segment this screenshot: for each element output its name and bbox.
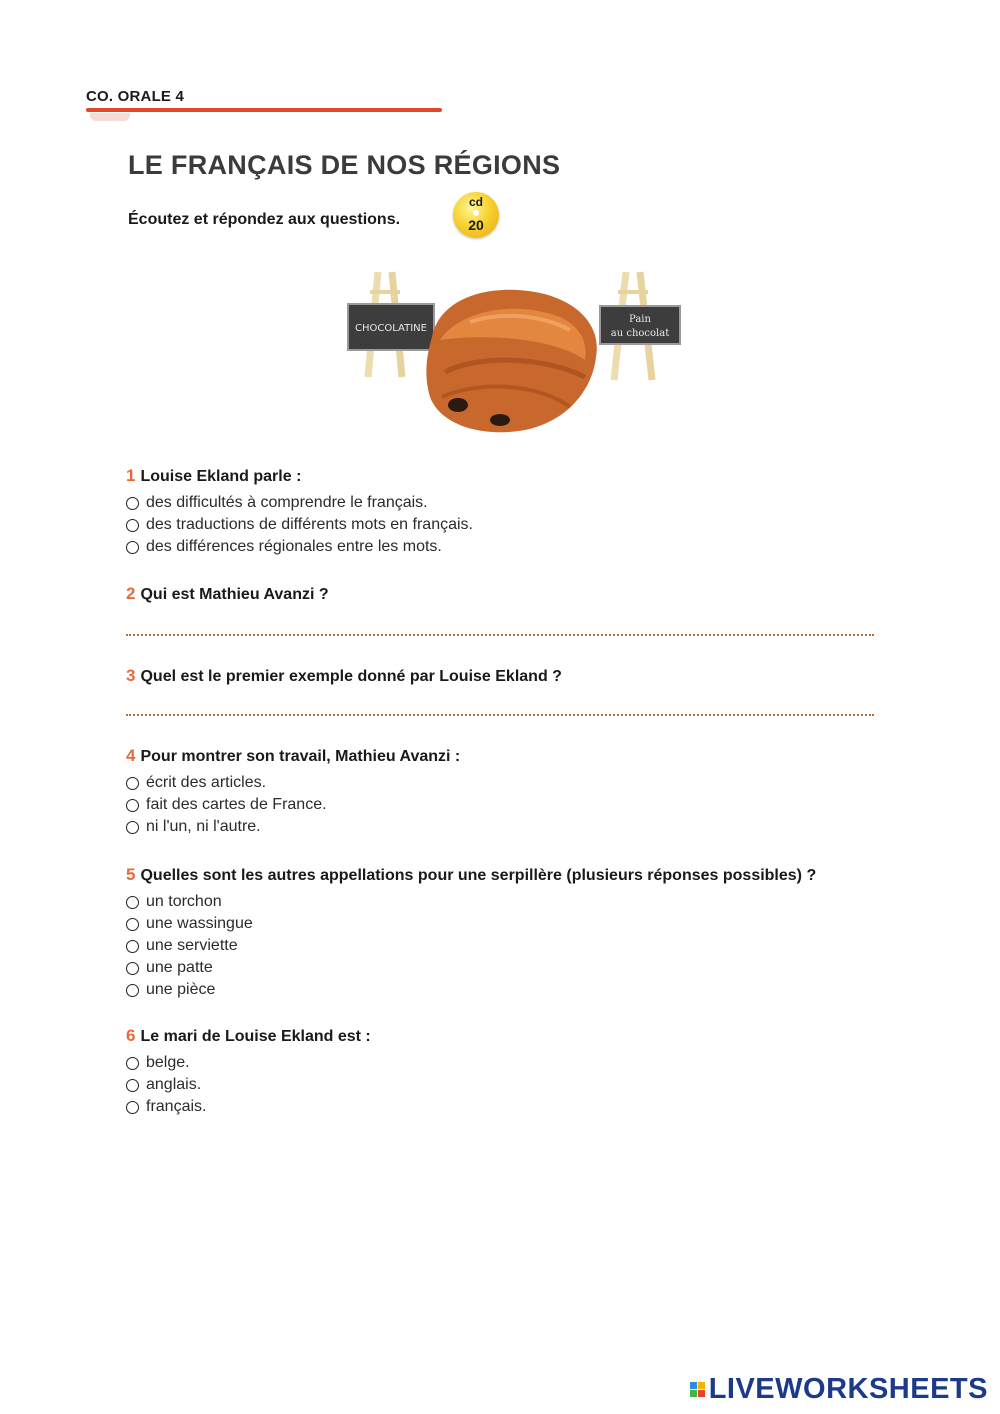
question-5-number: 5 xyxy=(126,865,136,884)
liveworksheets-logo-icon xyxy=(690,1382,705,1397)
instruction-text: Écoutez et répondez aux questions. xyxy=(128,211,401,228)
easel-left xyxy=(348,272,434,377)
question-5-heading xyxy=(126,865,816,885)
checkbox-circle-icon[interactable] xyxy=(126,962,139,975)
answer-option[interactable] xyxy=(126,1052,371,1074)
question-4-number: 4 xyxy=(126,746,136,765)
answer-option[interactable] xyxy=(126,536,473,558)
option-label: une pièce xyxy=(146,981,216,998)
answer-option[interactable] xyxy=(126,492,473,514)
brand-name: LIVEWORKSHEETS xyxy=(708,1373,988,1405)
question-1-number: 1 xyxy=(126,466,136,485)
answer-option[interactable] xyxy=(126,935,816,957)
checkbox-circle-icon[interactable] xyxy=(126,984,139,997)
question-1 xyxy=(126,466,473,558)
option-label: des traductions de différents mots en français. xyxy=(146,516,473,533)
question-6 xyxy=(126,1026,371,1118)
answer-option[interactable] xyxy=(126,1096,371,1118)
answer-option[interactable] xyxy=(126,957,816,979)
sign-chocolatine: CHOCOLATINE xyxy=(355,323,427,334)
unit-label: CO. ORALE 4 xyxy=(86,88,185,105)
cd-label: cd xyxy=(468,195,483,209)
question-3-answer-input[interactable] xyxy=(126,692,878,716)
question-5-text: Quelles sont les autres appellations pour une serpillère (plusieurs réponses possibles) ? xyxy=(140,867,817,884)
option-label: une patte xyxy=(146,959,213,976)
option-label: une wassingue xyxy=(146,915,253,932)
checkbox-circle-icon[interactable] xyxy=(126,918,139,931)
radio-circle-icon[interactable] xyxy=(126,821,139,834)
answer-option[interactable] xyxy=(126,913,816,935)
question-6-number: 6 xyxy=(126,1026,136,1045)
option-label: des différences régionales entre les mots. xyxy=(146,538,442,555)
page-title: LE FRANÇAIS DE NOS RÉGIONS xyxy=(128,150,561,180)
answer-line xyxy=(126,714,874,716)
question-5 xyxy=(126,865,816,1001)
answer-option[interactable] xyxy=(126,979,816,1001)
answer-option[interactable] xyxy=(126,891,816,913)
radio-circle-icon[interactable] xyxy=(126,541,139,554)
option-label: une serviette xyxy=(146,937,238,954)
question-1-text: Louise Ekland parle : xyxy=(140,468,302,485)
question-4-heading xyxy=(126,746,460,766)
option-label: français. xyxy=(146,1098,207,1115)
question-2 xyxy=(126,584,329,610)
sign-pain-line2: au chocolat xyxy=(610,328,670,339)
option-label: anglais. xyxy=(146,1076,202,1093)
radio-circle-icon[interactable] xyxy=(126,777,139,790)
option-label: écrit des articles. xyxy=(146,774,267,791)
answer-option[interactable] xyxy=(126,816,460,838)
question-2-answer-input[interactable] xyxy=(126,612,878,636)
answer-line xyxy=(126,634,874,636)
answer-option[interactable] xyxy=(126,514,473,536)
question-2-text: Qui est Mathieu Avanzi ? xyxy=(140,586,329,603)
option-label: des difficultés à comprendre le français. xyxy=(146,494,428,511)
radio-circle-icon[interactable] xyxy=(126,799,139,812)
pastry-illustration xyxy=(330,262,700,447)
sign-pain-line1: Pain xyxy=(629,314,651,325)
easel-right xyxy=(600,272,680,380)
header-rule-accent xyxy=(90,113,130,121)
cd-icon xyxy=(473,210,479,216)
radio-circle-icon[interactable] xyxy=(126,1101,139,1114)
option-label: belge. xyxy=(146,1054,190,1071)
radio-circle-icon[interactable] xyxy=(126,519,139,532)
question-4 xyxy=(126,746,460,838)
question-3 xyxy=(126,666,562,692)
question-2-number: 2 xyxy=(126,584,136,603)
radio-circle-icon[interactable] xyxy=(126,1057,139,1070)
question-3-number: 3 xyxy=(126,666,136,685)
cd-track-number: 20 xyxy=(468,217,484,233)
answer-option[interactable] xyxy=(126,772,460,794)
header-rule xyxy=(86,108,442,112)
checkbox-circle-icon[interactable] xyxy=(126,940,139,953)
question-4-text: Pour montrer son travail, Mathieu Avanzi : xyxy=(140,748,461,765)
question-3-heading xyxy=(126,666,562,686)
radio-circle-icon[interactable] xyxy=(126,497,139,510)
question-1-heading xyxy=(126,466,473,486)
option-label: ni l'un, ni l'autre. xyxy=(146,818,261,835)
option-label: fait des cartes de France. xyxy=(146,796,327,813)
radio-circle-icon[interactable] xyxy=(126,1079,139,1092)
question-2-heading xyxy=(126,584,329,604)
cd-track-badge[interactable] xyxy=(453,192,499,238)
checkbox-circle-icon[interactable] xyxy=(126,896,139,909)
question-3-text: Quel est le premier exemple donné par Louise Ekland ? xyxy=(140,668,562,685)
option-label: un torchon xyxy=(146,893,222,910)
liveworksheets-brand[interactable] xyxy=(690,1373,988,1406)
question-6-heading xyxy=(126,1026,371,1046)
pain-au-chocolat-icon xyxy=(426,290,596,432)
question-6-text: Le mari de Louise Ekland est : xyxy=(140,1028,371,1045)
answer-option[interactable] xyxy=(126,1074,371,1096)
answer-option[interactable] xyxy=(126,794,460,816)
